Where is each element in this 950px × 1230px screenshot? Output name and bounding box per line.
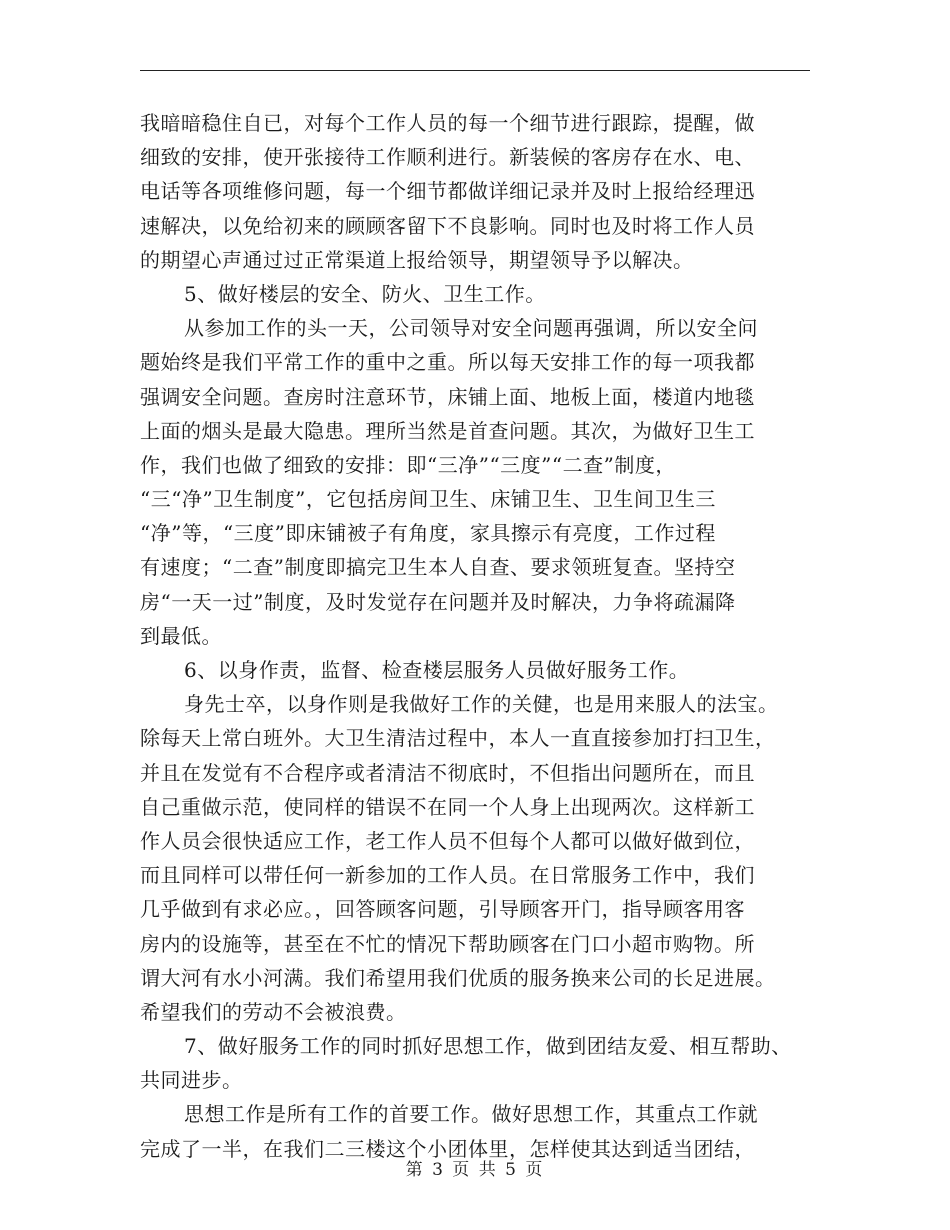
text-line: 几乎做到有求必应。，回答顾客问题，引导顾客开门，指导顾客用客 bbox=[140, 897, 745, 922]
header-rule bbox=[140, 70, 810, 71]
text-line: 而且同样可以带任何一新参加的工作人员。在日常服务工作中，我们 bbox=[140, 863, 755, 888]
page-footer: 第 3 页 共 5 页 bbox=[405, 1160, 545, 1180]
text-line: 细致的安排，使开张接待工作顺利进行。新装候的客房存在水、电、 bbox=[140, 145, 755, 170]
text-line: 从参加工作的头一天，公司领导对安全问题再强调，所以安全问 bbox=[184, 316, 758, 341]
text-line: 有速度；“二查”制度即搞完卫生本人自查、要求领班复查。坚持空 bbox=[140, 555, 736, 580]
text-line: 的期望心声通过过正常渠道上报给领导，期望领导予以解决。 bbox=[140, 247, 694, 272]
text-line: 房“一天一过”制度，及时发觉存在问题并及时解决，力争将疏漏降 bbox=[140, 589, 736, 614]
text-line: 作人员会很快适应工作，老工作人员不但每个人都可以做好做到位， bbox=[140, 828, 755, 853]
text-line: 我暗暗稳住自已，对每个工作人员的每一个细节进行跟踪，提醒，做 bbox=[140, 111, 755, 135]
text-line: 除每天上常白班外。大卫生清洁过程中，本人一直直接参加打扫卫生， bbox=[140, 726, 776, 751]
document-body bbox=[140, 106, 830, 1166]
text-line: “净”等，“三度”即床铺被子有角度，家具擦示有亮度，工作过程 bbox=[140, 521, 716, 546]
text-line: 谓大河有水小河满。我们希望用我们优质的服务换来公司的长足进展。 bbox=[140, 965, 776, 990]
text-line: 速解决，以免给初来的顾顾客留下不良影响。同时也及时将工作人员 bbox=[140, 213, 755, 238]
text-line: 7、做好服务工作的同时抓好思想工作，做到团结友爱、相互帮助、 bbox=[184, 1034, 792, 1059]
text-line: 共同进步。 bbox=[140, 1068, 243, 1093]
text-line: 电话等各项维修问题，每一个细节都做详细记录并及时上报给经理迅 bbox=[140, 179, 755, 204]
text-line: “三“净”卫生制度”，它包括房间卫生、床铺卫生、卫生间卫生三 bbox=[140, 487, 716, 512]
text-line: 并且在发觉有不合程序或者清洁不彻底时，不但指出问题所在，而且 bbox=[140, 760, 755, 785]
text-line: 作，我们也做了细致的安排：即“三净”“三度”“二查”制度， bbox=[140, 452, 676, 477]
text-line: 强调安全问题。查房时注意环节，床铺上面、地板上面，楼道内地毯 bbox=[140, 384, 755, 409]
text-line: 5、做好楼层的安全、防火、卫生工作。 bbox=[184, 281, 546, 306]
text-line: 希望我们的劳动不会被浪费。 bbox=[140, 999, 407, 1024]
text-line: 完成了一半，在我们二三楼这个小团体里，怎样使其达到适当团结， bbox=[140, 1136, 755, 1161]
text-line: 思想工作是所有工作的首要工作。做好思想工作，其重点工作就 bbox=[184, 1102, 758, 1127]
text-line: 上面的烟头是最大隐患。理所当然是首查问题。其次，为做好卫生工 bbox=[140, 418, 755, 443]
text-line: 房内的设施等，甚至在不忙的情况下帮助顾客在门口小超市购物。所 bbox=[140, 931, 755, 956]
text-line: 6、以身作责，监督、检查楼层服务人员做好服务工作。 bbox=[184, 658, 690, 682]
text-line: 题始终是我们平常工作的重中之重。所以每天安排工作的每一项我都 bbox=[140, 350, 755, 375]
text-line: 自己重做示范，使同样的错误不在同一个人身上出现两次。这样新工 bbox=[140, 794, 755, 819]
text-line: 到最低。 bbox=[140, 623, 222, 648]
text-line: 身先士卒，以身作则是我做好工作的关健，也是用来服人的法宝。 bbox=[184, 692, 779, 717]
